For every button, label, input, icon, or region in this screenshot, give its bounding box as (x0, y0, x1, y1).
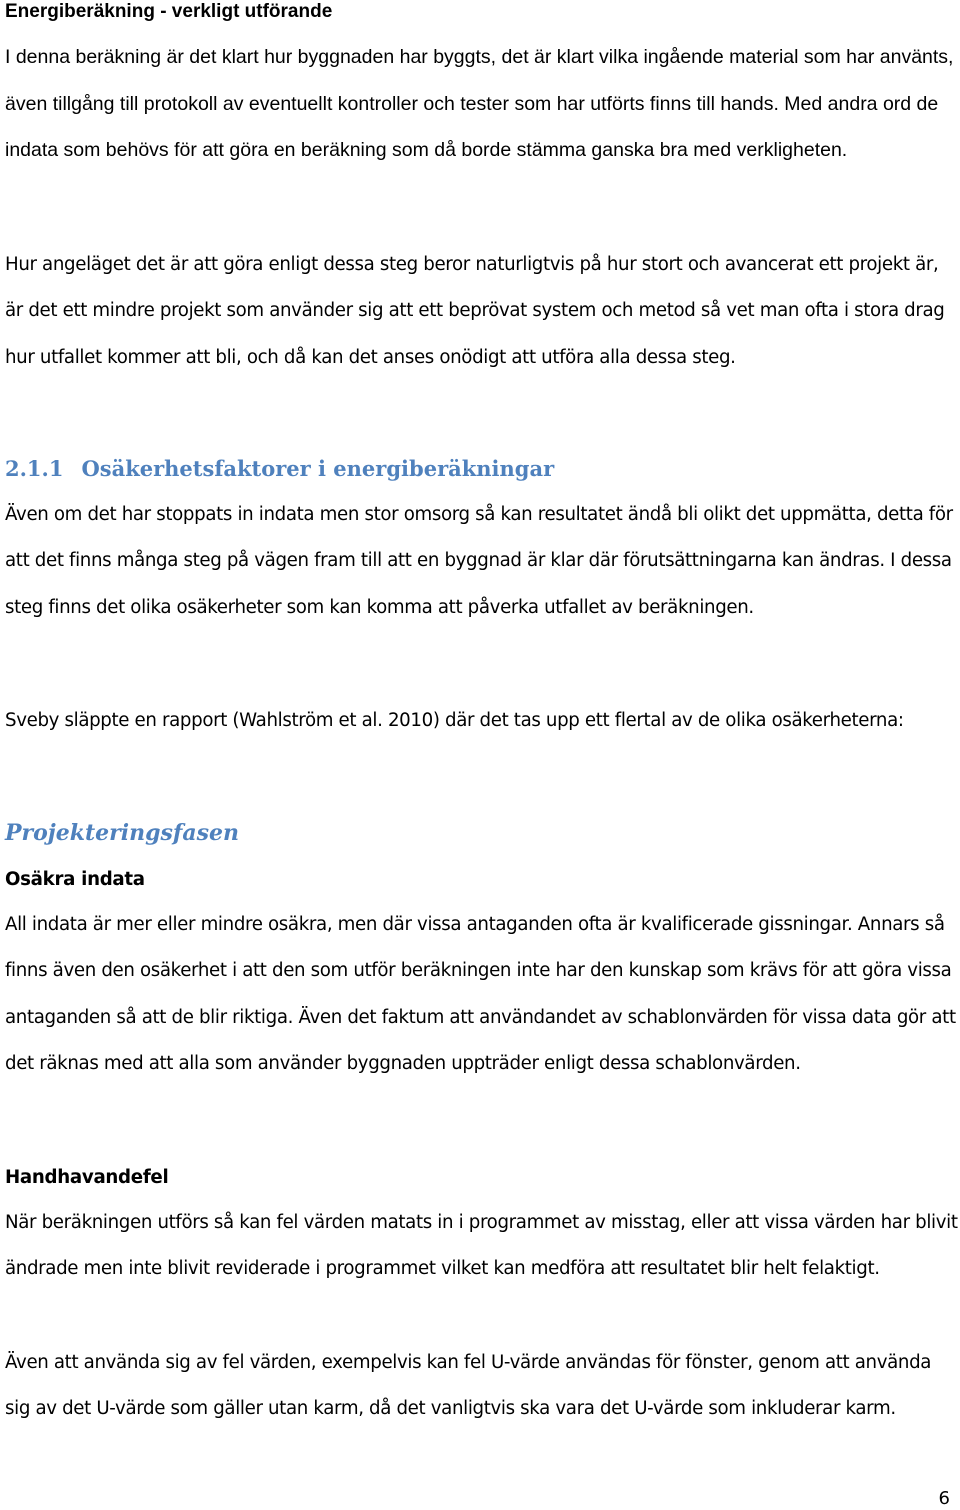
section-paragraph-1: I denna beräkning är det klart hur byggnaden har byggts, det är klart vilka ingående material som har använts, även tillgång till protokoll av eventuellt kontroller och tester som har utförts finns till hands. Med andra ord de indata som behövs för att göra en beräkning som då borde stämma ganska bra med verkligheten. (5, 46, 954, 161)
section-title: Energiberäkning - verkligt utförande (5, 1, 333, 22)
item-paragraph-block-1-1 (5, 1340, 960, 1433)
page-number: 6 (938, 1488, 950, 1509)
item-paragraph-block-1-0 (5, 1200, 960, 1293)
subsection-number: 2.1.1 (5, 456, 64, 481)
subsection-paragraph-1: Även om det har stoppats in indata men stor omsorg så kan resultatet ändå bli olikt det uppmätta, detta för att det finns många steg på vägen fram till att en byggnad är klar där förutsättningarna kan ändras. I dessa steg finns det olika osäkerheter som kan komma att påverka utfallet av beräkningen. (5, 504, 953, 618)
phase-title: Projekteringsfasen (5, 820, 239, 846)
item-paragraph-osakra-indata: All indata är mer eller mindre osäkra, men där vissa antaganden ofta är kvalificerade gissningar. Annars så finns även den osäkerhet i att den som utför beräkningen inte har den kunskap som krävs för att göra vissa antaganden så att de blir riktiga. Även det faktum att användandet av schablonvärden för vissa data gör att det räknas med att alla som använder byggnaden uppträder enligt dessa schablonvärden. (5, 914, 956, 1075)
subsection-paragraph-1-block (5, 492, 960, 631)
item-heading-osakra-indata: Osäkra indata (5, 869, 145, 890)
item-paragraph-block-0-0 (5, 902, 960, 1088)
section-block (5, 0, 960, 24)
item-heading-block-1 (5, 1166, 960, 1190)
subsection-title: Osäkerhetsfaktorer i energiberäkningar (81, 456, 555, 481)
section-paragraph-1-block (5, 34, 960, 174)
subsection-heading (5, 454, 960, 484)
item-heading-handhavandefel: Handhavandefel (5, 1167, 169, 1188)
item-paragraph-handhavandefel-2: Även att använda sig av fel värden, exempelvis kan fel U-värde användas för fönster, genom att använda sig av det U-värde som gäller utan karm, då det vanligtvis ska vara det U-värde som inkluderar karm. (5, 1352, 932, 1420)
section-paragraph-2-block (5, 242, 960, 381)
subsection-paragraph-2: Sveby släppte en rapport (Wahlström et al. 2010) där det tas upp ett flertal av de olika osäkerheterna: (5, 710, 904, 731)
item-paragraph-handhavandefel-1: När beräkningen utförs så kan fel värden matats in i programmet av misstag, eller att vissa värden har blivit ändrade men inte blivit reviderade i programmet vilket kan medföra att resultatet blir helt felaktigt. (5, 1212, 958, 1280)
subsection-paragraph-2-block (5, 698, 960, 744)
item-heading-block-0 (5, 868, 960, 892)
subsection-heading-block (5, 454, 960, 484)
section-paragraph-2: Hur angeläget det är att göra enligt dessa steg beror naturligtvis på hur stort och avancerat ett projekt är, är det ett mindre projekt som använder sig att ett beprövat system och metod så vet man ofta i stora drag hur utfallet kommer att bli, och då kan det anses onödigt att utföra alla dessa steg. (5, 254, 945, 368)
phase-title-block (5, 818, 960, 848)
